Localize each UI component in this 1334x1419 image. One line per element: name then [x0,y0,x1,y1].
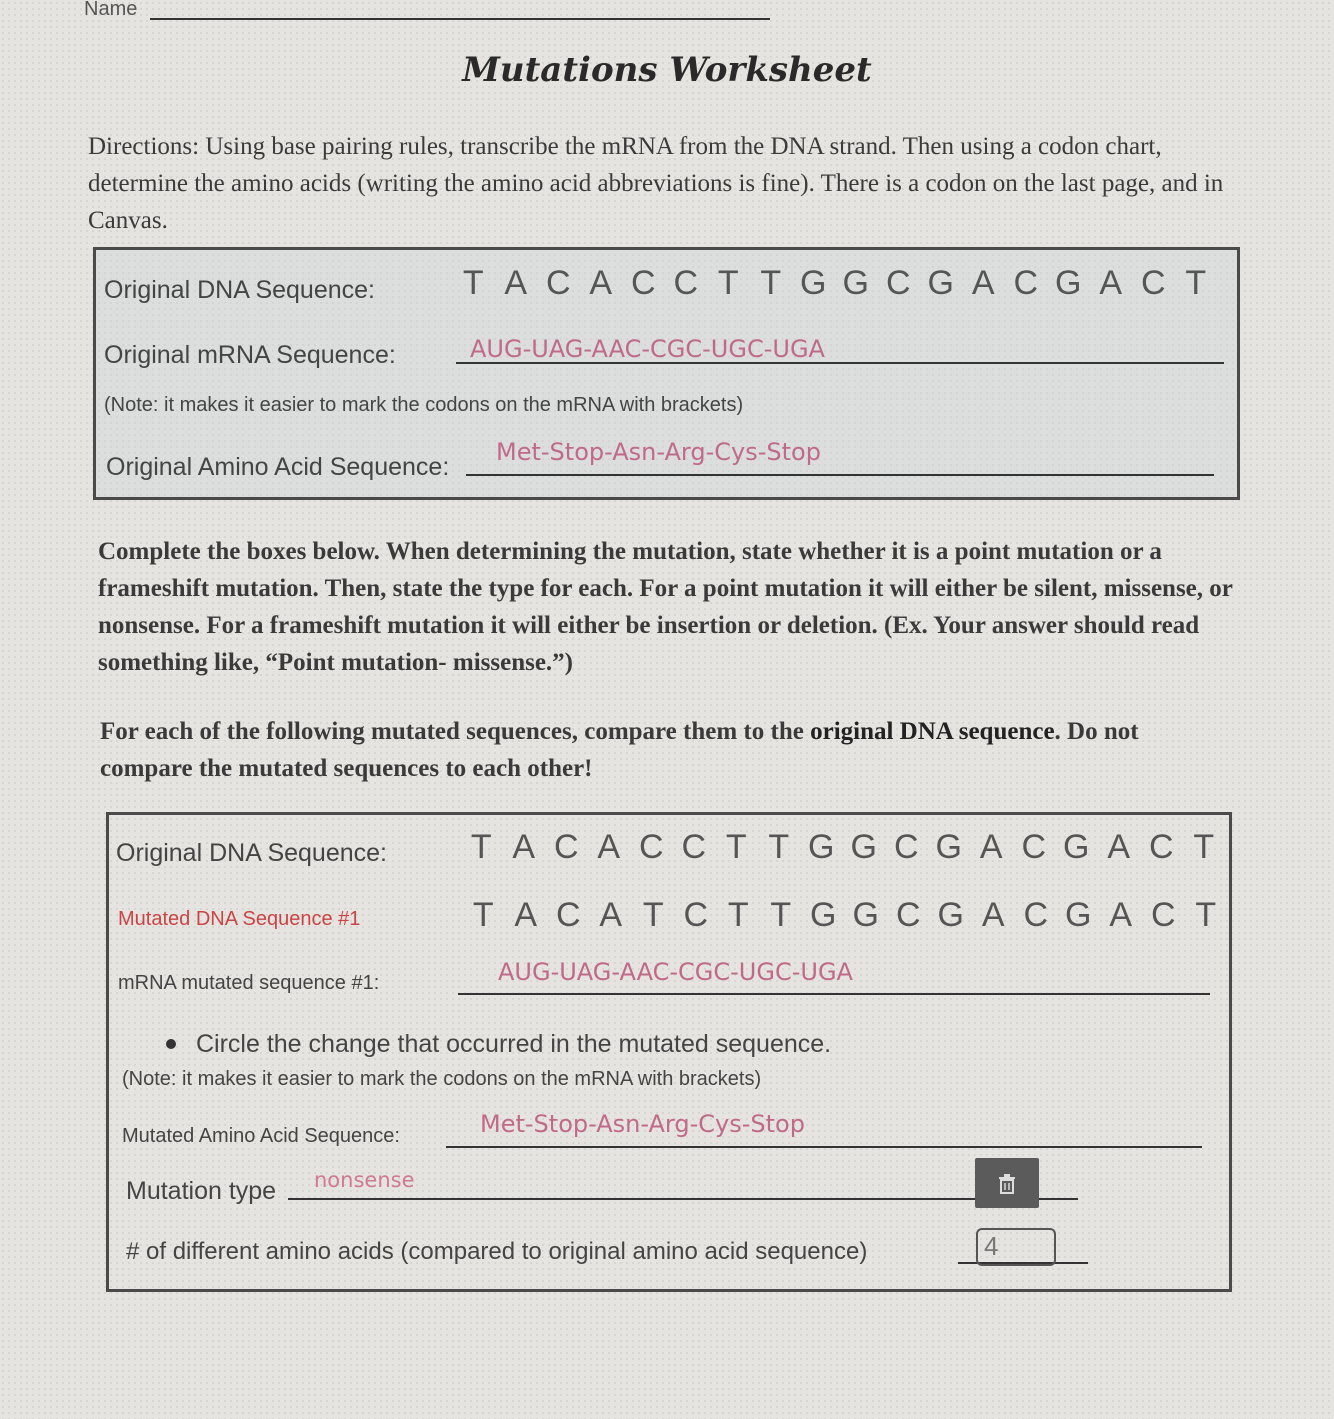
original-dna-base: G [927,264,954,302]
mrna-note: (Note: it makes it easier to mark the codons on the mRNA with brackets) [104,394,744,416]
bullet-point [166,1039,176,1049]
original-dna-2-base: C [638,828,664,866]
amino-count-input[interactable]: 4 [976,1228,1056,1266]
original-dna-2-base: C [893,828,919,866]
original-dna-2-base: G [850,828,877,866]
original-dna-base: T [1185,264,1207,302]
mutated-amino-field[interactable] [446,1146,1202,1148]
original-dna-base: C [885,264,911,302]
circle-instruction: Circle the change that occurred in the mutated sequence. [196,1030,832,1058]
mutated-mrna-field[interactable] [458,993,1210,995]
original-dna-2-base: C [681,828,707,866]
original-dna-base: A [971,264,995,302]
original-dna-base: C [1013,264,1039,302]
name-field[interactable] [150,18,770,20]
mutated-amino-answer: Met-Stop-Asn-Arg-Cys-Stop [480,1110,805,1138]
compare-text-emphasis: original DNA sequence [810,718,1055,745]
mutation-type-label: Mutation type [126,1177,277,1205]
mutated-dna-sequence [462,896,1227,935]
compare-text-part2: . Do not compare the mutated sequences to each other! [100,718,1139,782]
mutated-dna-base: C [895,896,921,934]
instructions-text: Complete the boxes below. When determining the mutation, state whether it is a point mutation or a frameshift mutation. Then, state the type for each. For a point mutation it will either be silent, missense, or nonsense. For a frameshift mutation it will either be insertion or deletion. (Ex. Your answer should read something like, “Point mutation- missense.”) [98,538,1233,676]
name-label: Name [84,0,138,20]
original-dna-base: C [630,264,656,302]
original-dna-2-base: T [725,828,747,866]
original-dna-2-base: T [470,828,492,866]
compare-text-part1: For each of the following mutated sequences, compare them to the [100,718,811,745]
mutated-dna-base: C [555,896,581,934]
mutated-dna-base: C [1150,896,1176,934]
mutation-type-field[interactable] [288,1198,1078,1200]
original-dna-sequence [452,264,1217,303]
original-amino-answer: Met-Stop-Asn-Arg-Cys-Stop [496,438,821,466]
original-dna-base: G [800,264,827,302]
original-dna-base: G [1055,264,1082,302]
original-dna-2-base: T [768,828,790,866]
original-dna-2-base: A [979,828,1003,866]
original-dna-2-base: C [1148,828,1174,866]
mutated-dna-base: T [770,896,792,934]
mutated-amino-label: Mutated Amino Acid Sequence: [122,1125,400,1147]
mutated-dna-base: T [1195,896,1217,934]
original-dna-label-2: Original DNA Sequence: [116,839,387,867]
trash-icon [995,1171,1019,1195]
delete-button[interactable] [975,1158,1039,1208]
original-dna-base: A [504,264,528,302]
original-dna-base: A [1099,264,1123,302]
mutated-dna-base: T [472,896,494,934]
original-dna-2-base: C [553,828,579,866]
original-dna-base: C [673,264,699,302]
mutated-dna-base: A [981,896,1005,934]
mutated-mrna-answer: AUG-UAG-AAC-CGC-UGC-UGA [498,958,853,986]
original-amino-field[interactable] [466,474,1214,476]
mutated-dna-base: G [1065,896,1092,934]
original-dna-2-base: T [1193,828,1215,866]
mutated-dna-base: T [642,896,664,934]
mutation-type-answer: nonsense [314,1168,415,1192]
original-dna-sequence-2 [460,828,1225,867]
mutated-dna-base: G [937,896,964,934]
original-dna-base: C [545,264,571,302]
original-dna-base: T [717,264,739,302]
original-dna-base: T [760,264,782,302]
original-dna-2-base: G [935,828,962,866]
mutated-dna-base: C [1023,896,1049,934]
original-dna-2-base: A [512,828,536,866]
original-mrna-answer: AUG-UAG-AAC-CGC-UGC-UGA [470,335,825,363]
original-dna-2-base: A [597,828,621,866]
original-dna-base: A [589,264,613,302]
original-amino-label: Original Amino Acid Sequence: [106,453,450,481]
directions-text: Directions: Using base pairing rules, transcribe the mRNA from the DNA strand. Then using a codon chart, determine the amino acids (writing the amino acid abbreviations is fine). There is a codon on the last page, and in Canvas. [88,133,1224,234]
original-dna-2-base: G [808,828,835,866]
mutated-dna-base: G [810,896,837,934]
mutated-dna-base: G [852,896,879,934]
mutated-dna-label: Mutated DNA Sequence #1 [118,908,361,930]
mutated-dna-base: A [599,896,623,934]
mutated-dna-base: A [1109,896,1133,934]
original-dna-base: G [842,264,869,302]
mutated-mrna-label: mRNA mutated sequence #1: [118,972,380,994]
mrna-note-2: (Note: it makes it easier to mark the codons on the mRNA with brackets) [122,1068,762,1090]
compare-instructions [100,713,1220,787]
mutated-dna-base: C [683,896,709,934]
mutated-dna-base: A [514,896,538,934]
page-title: Mutations Worksheet [462,50,872,90]
original-dna-2-base: A [1107,828,1131,866]
original-dna-label: Original DNA Sequence: [104,276,375,304]
original-dna-2-base: C [1021,828,1047,866]
original-dna-base: C [1140,264,1166,302]
original-dna-base: T [462,264,484,302]
amino-count-label: # of different amino acids (compared to original amino acid sequence) [126,1238,868,1265]
original-dna-2-base: G [1063,828,1090,866]
original-mrna-label: Original mRNA Sequence: [104,341,396,369]
mutated-dna-base: T [727,896,749,934]
